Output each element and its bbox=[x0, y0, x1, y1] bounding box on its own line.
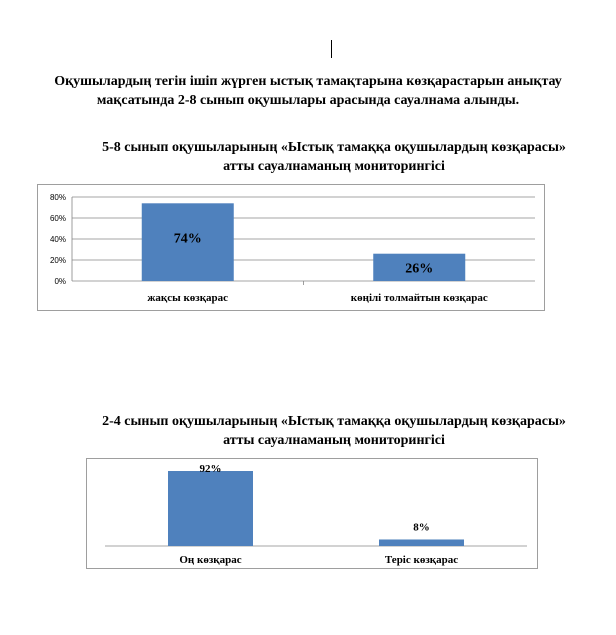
category-label: Теріс көзқарас bbox=[384, 554, 459, 566]
y-tick-label: 0% bbox=[54, 277, 66, 286]
chart-1-title bbox=[60, 138, 608, 176]
intro-text bbox=[30, 72, 586, 110]
bar bbox=[379, 539, 464, 546]
category-label: Оң көзқарас bbox=[179, 554, 242, 566]
text-cursor bbox=[331, 40, 332, 58]
y-tick-label: 20% bbox=[49, 256, 66, 265]
chart-1-title-line-1: 5-8 сынып оқушыларының «Ыстық тамаққа оқушылардың көзқарасы» bbox=[102, 140, 566, 155]
data-label: 8% bbox=[413, 521, 430, 534]
category-label: жақсы көзқарас bbox=[147, 292, 229, 304]
bar bbox=[168, 471, 253, 546]
chart-2-title-line-2: атты сауалнаманың мониторингісі bbox=[223, 433, 445, 448]
y-tick-label: 40% bbox=[49, 235, 66, 244]
data-label: 26% bbox=[405, 261, 434, 277]
intro-line-1: Оқушылардың тегін ішіп жүрген ыстық тамақтарына көзқарастарын анықтау bbox=[54, 74, 562, 89]
chart-2-title-line-1: 2-4 сынып оқушыларының «Ыстық тамаққа оқушылардың көзқарасы» bbox=[102, 414, 566, 429]
chart-1-plot bbox=[38, 185, 546, 312]
data-label: 74% bbox=[173, 231, 202, 247]
category-label: көңілі толмайтын көзқарас bbox=[350, 292, 488, 304]
chart-1-title-line-2: атты сауалнаманың мониторингісі bbox=[223, 159, 445, 174]
chart-2-frame bbox=[86, 458, 538, 569]
y-tick-label: 60% bbox=[49, 214, 66, 223]
y-tick-label: 80% bbox=[49, 193, 66, 202]
chart-2-title bbox=[60, 412, 608, 450]
chart-2-plot bbox=[87, 459, 539, 570]
chart-1-frame bbox=[37, 184, 545, 311]
data-label: 92% bbox=[199, 463, 222, 475]
intro-line-2: мақсатында 2-8 сынып оқушылары арасында сауалнама алынды. bbox=[96, 93, 520, 108]
